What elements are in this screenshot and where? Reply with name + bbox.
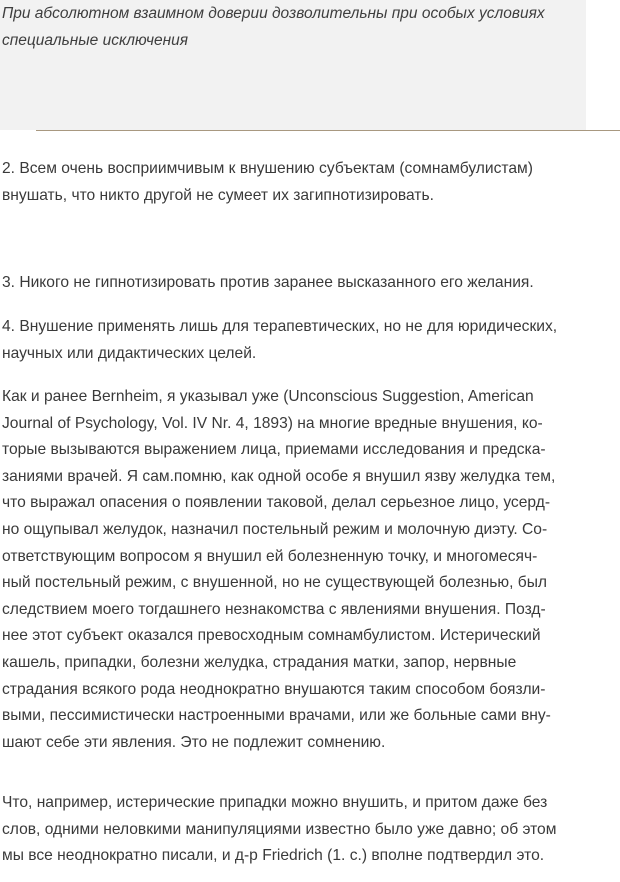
text-line: слов, одними неловкими манипуляциями известно было уже давно; об этом: [2, 820, 557, 838]
text-line: ный постельный режим, с внушенной, но не существующей болезнью, был: [2, 574, 548, 592]
paragraph-hysteria: [2, 790, 582, 870]
paragraph-item-4: [2, 314, 582, 367]
sidebar-quote-box: [0, 0, 586, 130]
sidebar-line: При абсолютном взаимном доверии дозволительны при особых условиях: [2, 5, 545, 22]
text-line: ответствующим вопросом я внушил ей болезненную точку, и многомесяч-: [2, 547, 538, 565]
text-line: Как и ранее Bernheim, я указывал уже (Unconscious Suggestion, American: [2, 388, 534, 405]
text-line: следствием моего тогдашнего незнакомства с явлениями внушения. Позд-: [2, 600, 546, 618]
text-line: научных или дидактических целей.: [2, 344, 257, 362]
text-line: 2. Всем очень восприимчивым к внушению субъектам (сомнамбулистам): [2, 160, 533, 177]
text-line: торые вызываются выражением лица, приемами исследования и предска-: [2, 441, 546, 459]
paragraph-bernheim: [2, 384, 582, 756]
text-line: нее этот субъект оказался превосходным сомнамбулистом. Истерический: [2, 627, 541, 645]
text-line: кашель, припадки, болезни желудка, страдания матки, запор, нервные: [2, 653, 517, 671]
paragraph-item-3: [2, 270, 582, 297]
text-line: шают себе эти явления. Это не подлежит сомнению.: [2, 733, 386, 751]
text-line: заниями врачей. Я сам.помню, как одной особе я внушил язву желудка тем,: [2, 467, 556, 485]
text-line: мы все неоднократно писали, и д-р Friedrich (1. с.) вполне подтвердил это.: [2, 847, 545, 865]
text-line: Journal of Psychology, Vol. IV Nr. 4, 1893) на многие вредные внушения, ко-: [2, 414, 543, 432]
text-line: 4. Внушение применять лишь для терапевтических, но не для юридических,: [2, 318, 558, 335]
sidebar-quote-text: [2, 0, 584, 54]
text-line: что выражал опасения о появлении таковой, делал серьезное лицо, усерд-: [2, 494, 551, 512]
text-line: 3. Никого не гипнотизировать против заранее высказанного его желания.: [2, 274, 534, 291]
text-line: но ощупывал желудок, назначил постельный режим и молочную диэту. Со-: [2, 520, 548, 538]
sidebar-line: специальные исключения: [2, 32, 189, 49]
text-line: внушать, что никто другой не сумеет их загипнотизировать.: [2, 186, 434, 204]
text-line: страдания всякого рода неоднократно внушаются таким способом боязли-: [2, 680, 546, 698]
text-line: Что, например, истерические припадки можно внушить, и притом даже без: [2, 794, 548, 811]
section-divider: [36, 130, 620, 131]
text-line: выми, пессимистически настроенными врачами, или же больные сами вну-: [2, 707, 551, 725]
paragraph-item-2: [2, 156, 582, 209]
